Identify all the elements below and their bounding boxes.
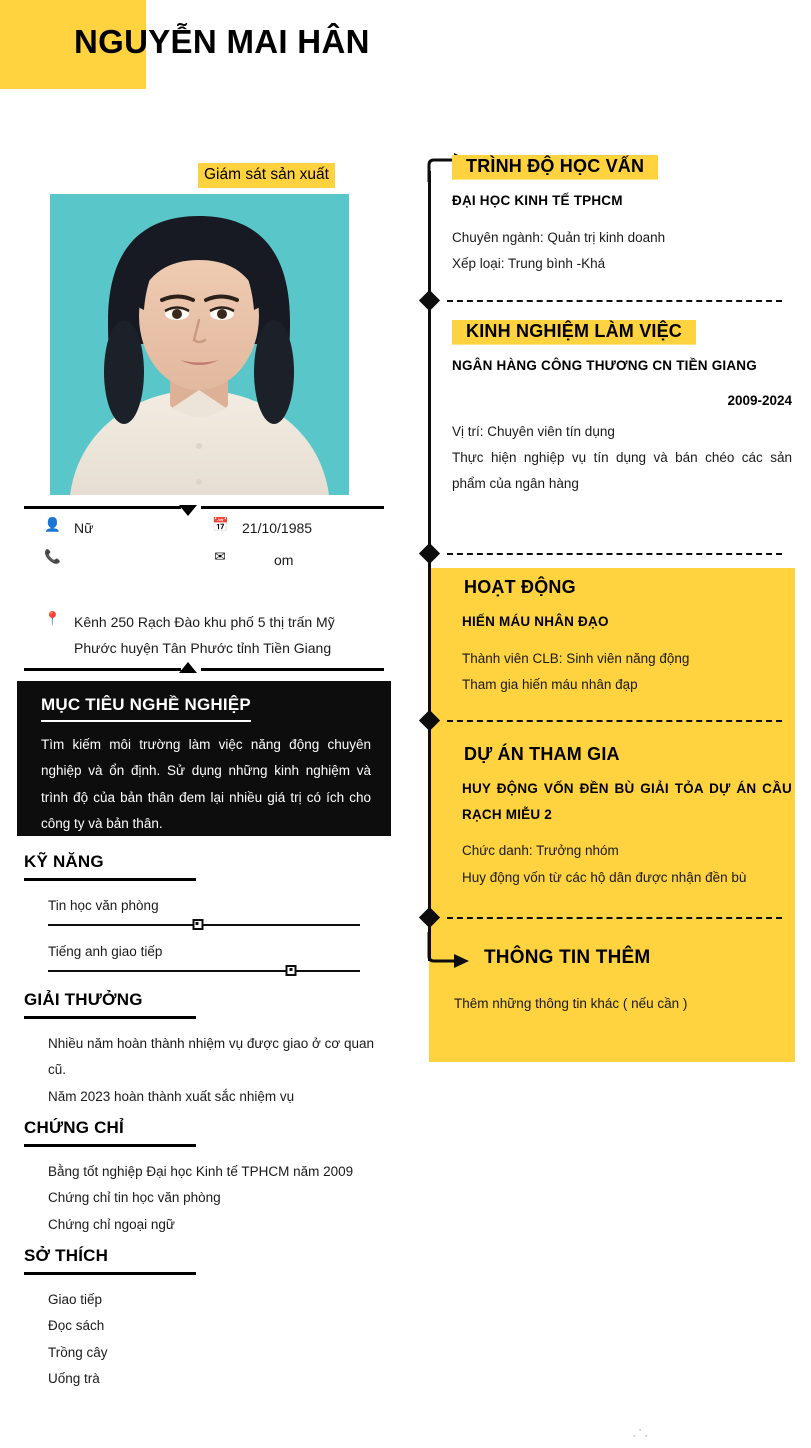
skills-list <box>24 895 394 977</box>
skill-label: Tin học văn phòng <box>48 898 159 913</box>
education-details <box>452 225 792 278</box>
gender-value: Nữ <box>74 520 94 536</box>
skill-knob[interactable] <box>192 919 203 930</box>
contact-address <box>44 610 394 662</box>
contact-email <box>212 548 402 574</box>
certificates-list <box>24 1159 394 1238</box>
awards-list <box>24 1031 394 1110</box>
interests-title: SỞ THÍCH <box>24 1246 196 1275</box>
certificates-section <box>24 1118 394 1238</box>
interests-list <box>24 1287 394 1392</box>
career-objective-body: Tìm kiếm môi trường làm việc năng động chuyên nghiệp và ổn định. Sử dụng những kinh nghiệm và trình độ của bản thân đem lại nhiều giá trị có ích cho công ty và bản thân. <box>41 737 371 831</box>
section-separator <box>447 917 782 919</box>
email-fragment: om <box>274 552 294 568</box>
page-title: NGUYỄN MAI HÂN <box>74 23 370 60</box>
experience-line: Thực hiện nghiệp vụ tín dụng và bán chéo các sản phẩm của ngân hàng <box>452 449 792 492</box>
list-item: Uống trà <box>48 1370 100 1386</box>
envelope-icon: ✉ <box>214 549 226 564</box>
timeline-node <box>419 543 440 564</box>
calendar-icon: 📅 <box>212 517 229 532</box>
career-objective-section <box>17 681 391 836</box>
watermark-mark: ▪ <box>633 1433 636 1440</box>
skill-bar <box>48 924 360 927</box>
certificates-title: CHỨNG CHỈ <box>24 1118 196 1147</box>
experience-title-text: KINH NGHIỆM LÀM VIỆC <box>466 321 683 341</box>
timeline-node <box>419 290 440 311</box>
address-value: Kênh 250 Rạch Đào khu phố 5 thị trấn Mỹ Phước huyện Tân Phước tỉnh Tiền Giang <box>74 614 335 656</box>
skill-knob[interactable] <box>286 965 297 976</box>
contact-row-1 <box>44 516 394 548</box>
project-line: Chức danh: Trưởng nhóm <box>462 843 619 859</box>
projects-title: DỰ ÁN THAM GIA <box>464 744 620 764</box>
list-item: Nhiều năm hoàn thành nhiệm vụ được giao ở cơ quan cũ. <box>48 1036 375 1078</box>
skill-bar <box>48 970 360 973</box>
more-info-line: Thêm những thông tin khác ( nếu cần ) <box>454 996 688 1011</box>
more-info-section <box>454 944 792 1017</box>
profile-photo <box>50 194 349 495</box>
activities-section <box>462 574 792 698</box>
list-item: Giao tiếp <box>48 1292 103 1307</box>
divider-bottom <box>24 662 384 676</box>
education-line: Xếp loại: Trung bình -Khá <box>452 255 606 271</box>
activities-title: HOẠT ĐỘNG <box>464 577 576 597</box>
skills-title: KỸ NĂNG <box>24 852 196 881</box>
contact-gender <box>44 516 214 542</box>
projects-subtitle: HUY ĐỘNG VỐN ĐỀN BÙ GIẢI TỎA DỰ ÁN CẦU RẠCH MIỄU 2 <box>462 781 792 822</box>
activity-line: Tham gia hiến máu nhân đạp <box>462 676 638 692</box>
divider-top <box>24 500 384 514</box>
experience-section <box>452 318 792 498</box>
awards-title: GIẢI THƯỞNG <box>24 990 196 1019</box>
section-separator <box>447 720 782 722</box>
skill-item <box>24 895 394 931</box>
education-section <box>452 153 792 277</box>
career-objective-title: MỤC TIÊU NGHỀ NGHIỆP <box>41 695 251 722</box>
list-item: Chứng chỉ ngoại ngữ <box>48 1216 175 1232</box>
education-school: ĐẠI HỌC KINH TẾ TPHCM <box>452 193 623 208</box>
experience-company: NGÂN HÀNG CÔNG THƯƠNG CN TIỀN GIANG <box>452 358 757 373</box>
interests-section <box>24 1246 394 1392</box>
job-title-badge: Giám sát sản xuất <box>198 163 335 188</box>
skill-slider[interactable] <box>48 965 360 977</box>
project-line: Huy động vốn từ các hộ dân được nhận đền bù <box>462 869 747 885</box>
timeline-bottom-arrow <box>424 930 474 970</box>
list-item: Đọc sách <box>48 1318 105 1334</box>
experience-title <box>452 318 696 346</box>
contact-info <box>44 516 394 662</box>
section-separator <box>447 553 782 555</box>
phone-icon: 📞 <box>44 549 61 564</box>
skill-label: Tiếng anh giao tiếp <box>48 943 163 959</box>
education-title <box>452 153 658 181</box>
projects-details <box>462 838 792 891</box>
skill-slider[interactable] <box>48 919 360 931</box>
dob-value: 21/10/1985 <box>242 520 313 536</box>
list-item: Năm 2023 hoàn thành xuất sắc nhiệm vụ <box>48 1088 295 1104</box>
list-item: Trồng cây <box>48 1344 108 1360</box>
list-item: Chứng chỉ tin học văn phòng <box>48 1190 221 1206</box>
watermark-mark: ▪ <box>639 1427 642 1434</box>
experience-details <box>452 419 792 498</box>
experience-line: Vị trí: Chuyên viên tín dụng <box>452 423 615 439</box>
section-separator <box>447 300 782 302</box>
education-line: Chuyên ngành: Quản trị kinh doanh <box>452 229 666 245</box>
activities-details <box>462 646 792 699</box>
watermark-mark: ▪ <box>645 1433 648 1440</box>
list-item: Bằng tốt nghiệp Đại học Kinh tế TPHCM năm 2009 <box>48 1164 354 1179</box>
awards-section <box>24 990 394 1110</box>
projects-section <box>462 741 792 891</box>
skill-item <box>24 941 394 977</box>
contact-row-2 <box>44 548 394 608</box>
person-icon: 👤 <box>44 517 61 532</box>
activity-line: Thành viên CLB: Sinh viên năng động <box>462 650 690 666</box>
skills-section <box>24 852 394 982</box>
more-info-title: THÔNG TIN THÊM <box>484 947 651 968</box>
experience-period: 2009-2024 <box>727 392 792 408</box>
activities-subtitle: HIẾN MÁU NHÂN ĐẠO <box>462 614 609 629</box>
education-title-text: TRÌNH ĐỘ HỌC VẤN <box>466 156 645 176</box>
more-info-details <box>454 991 792 1017</box>
location-pin-icon: 📍 <box>44 611 61 626</box>
contact-dob <box>212 516 402 542</box>
